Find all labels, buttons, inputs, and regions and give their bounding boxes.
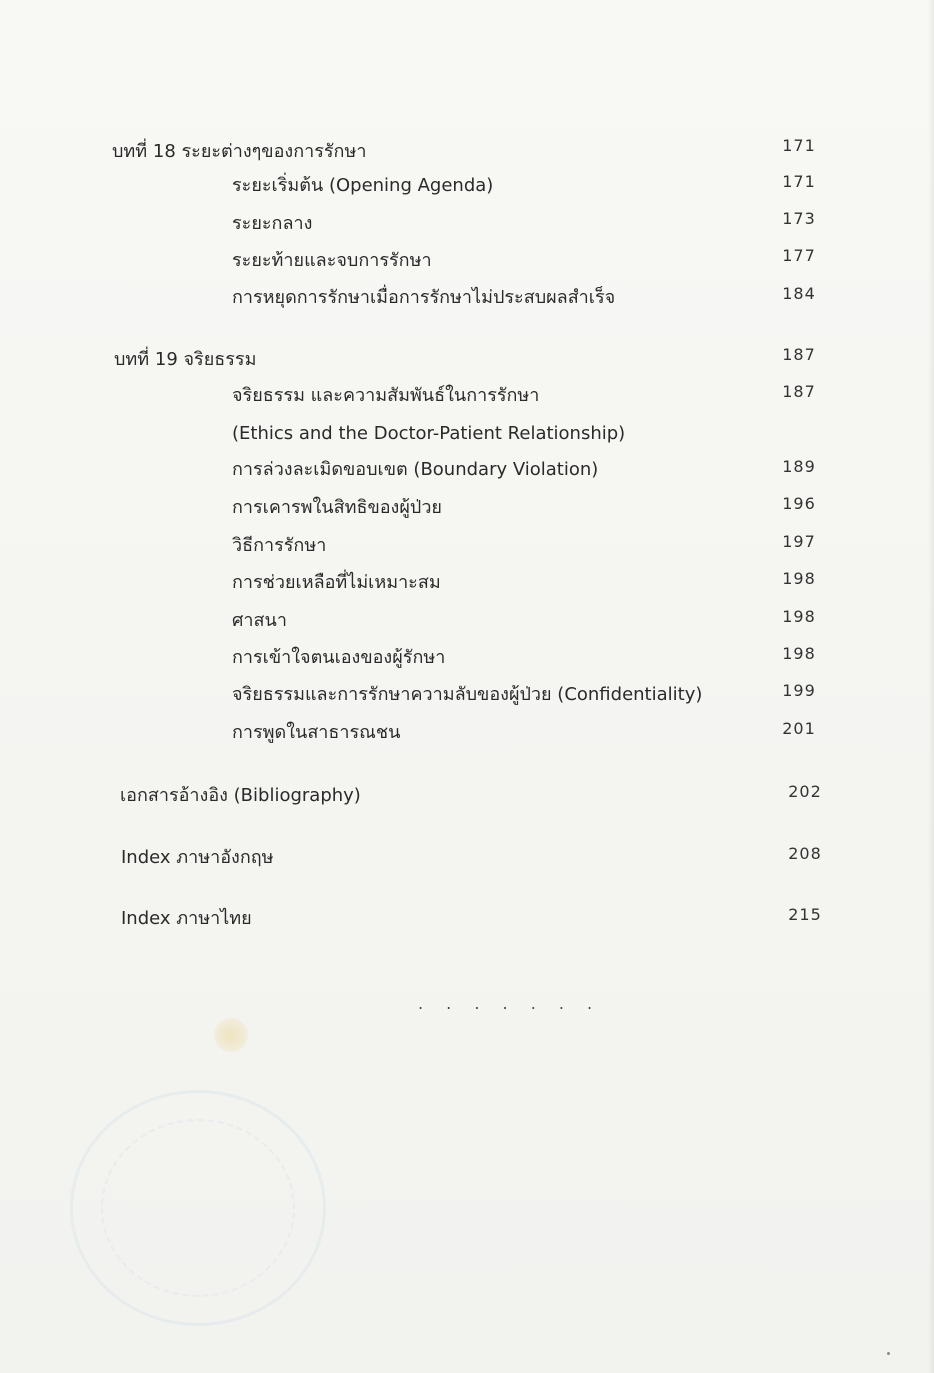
toc-section[interactable]	[0, 246, 934, 279]
section-title: การเคารพในสิทธิของผู้ป่วย	[232, 497, 442, 518]
faded-stamp-inner-ring	[101, 1119, 295, 1297]
section-page-number: 173	[782, 209, 816, 228]
toc-chapter-18[interactable]	[0, 136, 934, 170]
faded-stamp	[70, 1090, 326, 1326]
back-matter-page-number: 202	[788, 782, 822, 801]
section-page-number: 198	[782, 569, 816, 588]
toc-section[interactable]	[0, 609, 934, 639]
toc-section[interactable]	[0, 721, 934, 751]
toc-section[interactable]	[0, 286, 934, 316]
back-matter-title: เอกสารอ้างอิง (Bibliography)	[120, 785, 361, 806]
section-title: ระยะเริ่มต้น (Opening Agenda)	[232, 175, 494, 196]
toc-index-thai[interactable]	[0, 907, 934, 937]
toc-section[interactable]	[0, 384, 934, 414]
section-page-number: 189	[782, 457, 816, 476]
section-page-number: 184	[782, 284, 816, 303]
section-title: จริยธรรมและการรักษาความลับของผู้ป่วย (Confidentiality)	[232, 684, 703, 705]
toc-bibliography[interactable]	[0, 784, 934, 814]
back-matter-title: Index ภาษาไทย	[121, 908, 252, 929]
toc-section[interactable]	[0, 174, 934, 204]
section-title: ศาสนา	[232, 610, 287, 631]
toc-chapter-19[interactable]	[0, 345, 934, 378]
chapter-heading: บทที่ 18 ระยะต่างๆของการรักษา	[112, 141, 367, 162]
section-page-number: 177	[782, 246, 816, 265]
toc-section[interactable]	[0, 209, 934, 242]
chapter-page-number: 171	[782, 136, 816, 155]
toc-section[interactable]	[0, 534, 934, 564]
toc-section-continuation	[0, 422, 934, 452]
section-page-number: 199	[782, 681, 816, 700]
toc-section[interactable]	[0, 458, 934, 488]
toc-section[interactable]	[0, 683, 934, 713]
back-matter-title: Index ภาษาอังกฤษ	[121, 847, 274, 868]
toc-section[interactable]	[0, 571, 934, 601]
section-title: ระยะกลาง	[232, 213, 313, 234]
chapter-heading: บทที่ 19 จริยธรรม	[114, 349, 257, 370]
back-matter-page-number: 208	[788, 844, 822, 863]
section-title: ระยะท้ายและจบการรักษา	[232, 250, 432, 271]
toc-section[interactable]	[0, 496, 934, 526]
section-title: การเข้าใจตนเองของผู้รักษา	[232, 647, 446, 668]
section-page-number: 187	[782, 382, 816, 401]
section-title: วิธีการรักษา	[232, 535, 327, 556]
paper-speck	[887, 1352, 890, 1355]
section-page-number: 198	[782, 644, 816, 663]
toc-index-english[interactable]	[0, 846, 934, 876]
section-page-number: 197	[782, 532, 816, 551]
section-title-english: (Ethics and the Doctor-Patient Relationship)	[232, 423, 626, 444]
end-ornament: . . . . . . .	[418, 994, 602, 1013]
back-matter-page-number: 215	[788, 905, 822, 924]
section-title: การช่วยเหลือที่ไม่เหมาะสม	[232, 572, 441, 593]
section-page-number: 198	[782, 607, 816, 626]
section-title: จริยธรรม และความสัมพันธ์ในการรักษา	[232, 385, 540, 406]
toc-section[interactable]	[0, 646, 934, 676]
section-page-number: 201	[782, 719, 816, 738]
chapter-page-number: 187	[782, 345, 816, 364]
section-title: การพูดในสาธารณชน	[232, 722, 401, 743]
section-page-number: 171	[782, 172, 816, 191]
paper-stain	[214, 1018, 248, 1052]
section-title: การล่วงละเมิดขอบเขต (Boundary Violation)	[232, 459, 599, 480]
section-title: การหยุดการรักษาเมื่อการรักษาไม่ประสบผลสำเร็จ	[232, 287, 616, 308]
section-page-number: 196	[782, 494, 816, 513]
